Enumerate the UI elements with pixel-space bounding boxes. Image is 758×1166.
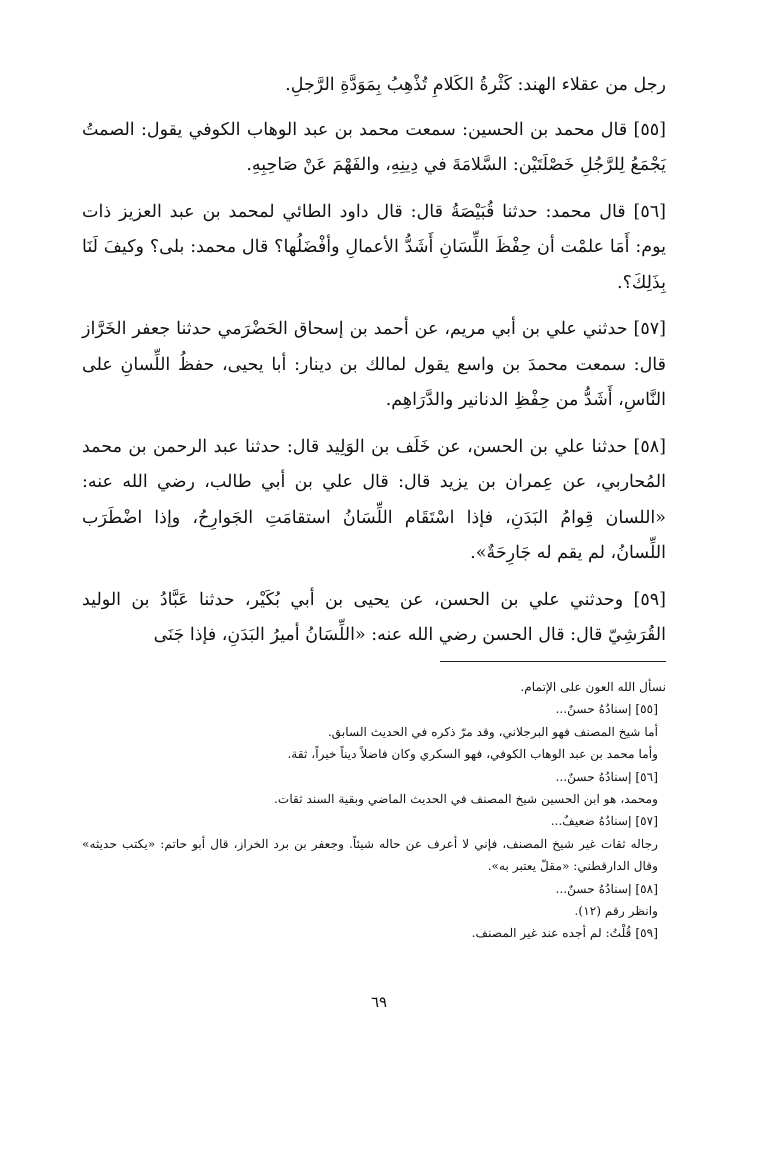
paragraph-59: [٥٩] وحدثني علي بن الحسن، عن يحيى بن أبي بُكَيْر، حدثنا عَبَّادُ بن الوليد القُرَشِيّ قال: قال الحسن رضي الله عنه: «اللِّسَانُ أميرُ البَدَنِ، فإذا جَنَى	[82, 589, 666, 645]
footnote-line: رجاله ثقات غير شيخ المصنف، فإني لا أعرف عن حاله شيئاً. وجعفر بن برد الخراز، قال أبو حاتم: «يكتب حديثه» وقال الدارقطني: «مقلّ يعتبر به».	[82, 836, 658, 874]
footnote-line: نسأل الله العون على الإتمام.	[520, 680, 666, 694]
footnote-line: [٥٩] قُلْتُ: لم أجده عند غير المصنف.	[471, 926, 658, 941]
main-text-body	[82, 68, 666, 665]
footnote-separator	[440, 661, 666, 662]
footnote-line: وأما محمد بن عبد الوهاب الكوفي، فهو السكري وكان فاضلاً ديناً خيراً، ثقة.	[287, 747, 658, 762]
footnote-line: [٥٧] إسنادُهُ ضعيفٌ...	[550, 814, 658, 829]
paragraph-55: [٥٥] قال محمد بن الحسين: سمعت محمد بن عبد الوهاب الكوفي يقول: الصمتُ يَجْمَعُ لِلرَّجُلِ خَصْلَتَيْن: السَّلامَةَ في دِينِهِ، والفَهْمَ عَنْ صَاحِبِهِ.	[82, 119, 666, 175]
footnote-line: [٥٥] إسنادُهُ حسنٌ...	[555, 702, 658, 717]
footnotes-section	[82, 676, 666, 945]
footnote-line: وانظر رقم (١٢).	[574, 904, 658, 919]
paragraph-57: [٥٧] حدثني علي بن أبي مريم، عن أحمد بن إسحاق الحَضْرَمي حدثنا جعفر الخَرَّاز قال: سمعت محمدَ بن واسع يقول لمالك بن دينار: أبا يحيى، حفظُ اللِّسانِ على النَّاسِ، أَشَدُّ من حِفْظِ الدنانير والدَّرَاهِم.	[82, 319, 666, 410]
footnote-line: [٥٦] إسنادُهُ حسنٌ...	[555, 769, 658, 784]
paragraph-56: [٥٦] قال محمد: حدثنا قُبَيْصَةُ قال: قال داود الطائي لمحمد بن عبد العزيز ذات يوم: أَمَا علمْت أن حِفْظَ اللِّسَانِ أَشَدُّ الأعمالِ وأفْضَلُها؟ قال محمد: بلى؟ وكيفَ لَنَا بِذَلِكَ؟.	[82, 201, 666, 293]
footnote-line: ومحمد، هو ابن الحسين شيخ المصنف في الحديث الماضي وبقية السند ثقات.	[273, 792, 658, 807]
paragraph-58: [٥٨] حدثنا علي بن الحسن، عن خَلَف بن الوَلِيد قال: حدثنا عبد الرحمن بن محمد المُحاربي، عن عِمران بن يزيد قال: قال علي بن أبي طالب، رضي الله عنه: «اللسان قِوامُ البَدَنِ، فإذا اسْتَقَام اللِّسَانُ استقامَتِ الجَوارِحُ، وإذا اضْطَرَب اللِّسانُ، لم يقم له جَارِحَةٌ».	[82, 436, 666, 563]
footnote-line: أما شيخ المصنف فهو البرجلاني، وقد مرّ ذكره في الحديث السابق.	[327, 724, 658, 739]
footnote-line: [٥٨] إسنادُهُ حسنٌ...	[555, 881, 658, 896]
paragraph-intro: رجل من عقلاء الهند: كَثْرةُ الكَلامِ تُذْهِبُ بِمَوَدَّةِ الرَّجلِ.	[285, 75, 666, 95]
page-number: ٦٩	[370, 993, 388, 1011]
